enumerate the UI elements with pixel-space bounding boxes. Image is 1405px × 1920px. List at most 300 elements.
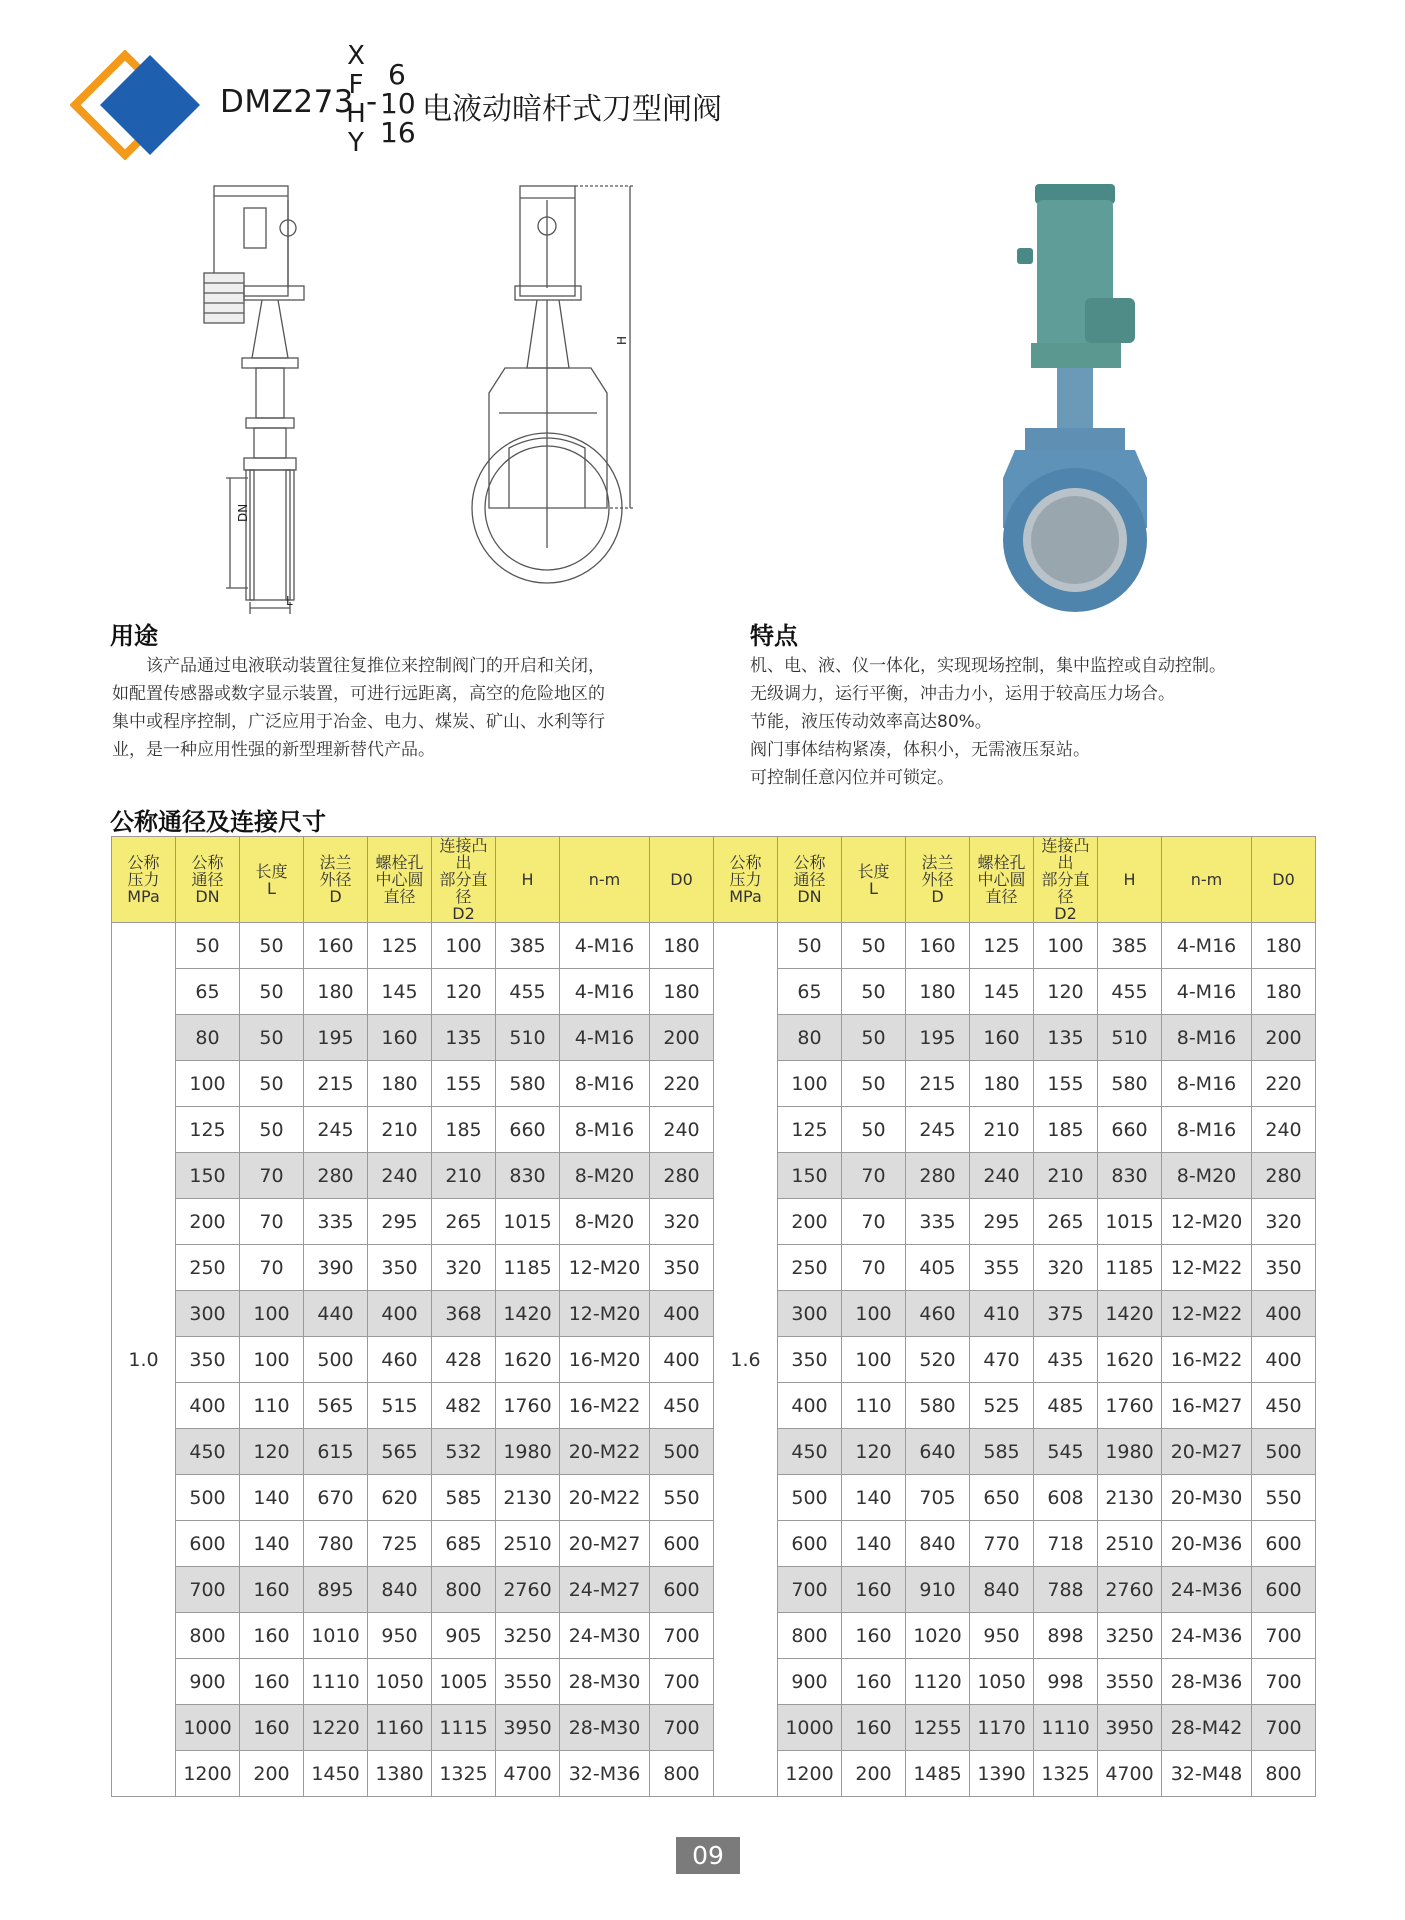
actuator-code-f: F <box>348 70 364 100</box>
table-cell: 1760 <box>1098 1383 1162 1429</box>
table-cell: 1010 <box>304 1613 368 1659</box>
table-cell: 608 <box>1034 1475 1098 1521</box>
table-cell: 705 <box>906 1475 970 1521</box>
table-cell: 532 <box>432 1429 496 1475</box>
table-cell: 1170 <box>970 1705 1034 1751</box>
table-cell: 50 <box>240 1061 304 1107</box>
table-cell: 600 <box>650 1567 714 1613</box>
table-cell: 160 <box>240 1705 304 1751</box>
table-cell: 550 <box>650 1475 714 1521</box>
table-cell: 8-M20 <box>560 1153 650 1199</box>
table-cell: 50 <box>842 1061 906 1107</box>
table-cell: 350 <box>1252 1245 1316 1291</box>
features-text <box>750 652 1226 792</box>
valve-side-drawing <box>200 178 320 618</box>
table-cell: 160 <box>842 1659 906 1705</box>
table-cell: 500 <box>176 1475 240 1521</box>
table-cell: 180 <box>1252 923 1316 969</box>
column-header-line: 连接凸出 <box>1041 836 1090 872</box>
table-cell: 12-M20 <box>1162 1199 1252 1245</box>
column-header-line: H <box>521 870 534 889</box>
column-header <box>1098 837 1162 923</box>
column-header-line: 压力 <box>729 870 762 889</box>
table-cell: 410 <box>970 1291 1034 1337</box>
column-header <box>240 837 304 923</box>
table-cell: 770 <box>970 1521 1034 1567</box>
table-cell: 150 <box>176 1153 240 1199</box>
table-cell: 4-M16 <box>560 1015 650 1061</box>
table-cell: 600 <box>1252 1567 1316 1613</box>
table-cell: 250 <box>176 1245 240 1291</box>
actuator-code-y: Y <box>348 128 364 158</box>
table-cell: 145 <box>368 969 432 1015</box>
table-cell: 70 <box>842 1199 906 1245</box>
table-cell: 220 <box>650 1061 714 1107</box>
table-cell: 300 <box>176 1291 240 1337</box>
feature-line: 无级调力，运行平衡，冲击力小，运用于较高压力场合。 <box>750 684 1175 704</box>
table-cell: 100 <box>176 1061 240 1107</box>
table-cell: 200 <box>778 1199 842 1245</box>
table-cell: 50 <box>240 1107 304 1153</box>
column-header-line: 螺栓孔 <box>375 853 424 872</box>
table-cell: 265 <box>432 1199 496 1245</box>
table-cell: 500 <box>650 1429 714 1475</box>
table-cell: 70 <box>240 1199 304 1245</box>
table-cell: 245 <box>906 1107 970 1153</box>
column-header-line: 公称 <box>191 853 224 872</box>
table-cell: 28-M30 <box>560 1659 650 1705</box>
table-cell: 185 <box>432 1107 496 1153</box>
table-cell: 1390 <box>970 1751 1034 1797</box>
table-cell: 455 <box>496 969 560 1015</box>
table-cell: 700 <box>650 1613 714 1659</box>
table-cell: 950 <box>368 1613 432 1659</box>
table-cell: 180 <box>304 969 368 1015</box>
table-cell: 50 <box>240 923 304 969</box>
table-cell: 385 <box>1098 923 1162 969</box>
table-cell: 515 <box>368 1383 432 1429</box>
table-cell: 28-M36 <box>1162 1659 1252 1705</box>
table-cell: 8-M20 <box>560 1199 650 1245</box>
table-cell: 20-M30 <box>1162 1475 1252 1521</box>
table-cell: 510 <box>1098 1015 1162 1061</box>
table-cell: 840 <box>368 1567 432 1613</box>
table-cell: 320 <box>650 1199 714 1245</box>
column-header <box>842 837 906 923</box>
table-cell: 1015 <box>496 1199 560 1245</box>
table-cell: 800 <box>650 1751 714 1797</box>
table-cell: 180 <box>970 1061 1034 1107</box>
table-cell: 700 <box>176 1567 240 1613</box>
table-cell: 200 <box>240 1751 304 1797</box>
table-cell: 725 <box>368 1521 432 1567</box>
table-cell: 460 <box>368 1337 432 1383</box>
table-cell: 12-M22 <box>1162 1291 1252 1337</box>
table-cell: 160 <box>906 923 970 969</box>
table-cell: 24-M36 <box>1162 1567 1252 1613</box>
usage-line: 如配置传感器或数字显示装置，可进行远距离，高空的危险地区的 <box>112 684 605 704</box>
table-cell: 1620 <box>496 1337 560 1383</box>
table-cell: 3250 <box>496 1613 560 1659</box>
table-heading: 公称通径及连接尺寸 <box>110 808 326 836</box>
column-header <box>650 837 714 923</box>
table-cell: 32-M36 <box>560 1751 650 1797</box>
l-dimension-label: L <box>286 594 293 608</box>
table-cell: 320 <box>1034 1245 1098 1291</box>
column-header-line: 外径 <box>319 870 352 889</box>
column-header-line: 连接凸出 <box>439 836 488 872</box>
table-cell: 265 <box>1034 1199 1098 1245</box>
table-cell: 100 <box>240 1291 304 1337</box>
table-cell: 830 <box>1098 1153 1162 1199</box>
table-cell: 615 <box>304 1429 368 1475</box>
table-cell: 16-M22 <box>1162 1337 1252 1383</box>
table-cell: 125 <box>176 1107 240 1153</box>
table-cell: 500 <box>778 1475 842 1521</box>
table-cell: 28-M30 <box>560 1705 650 1751</box>
column-header-line: 部分直径 <box>439 870 488 906</box>
table-cell: 28-M42 <box>1162 1705 1252 1751</box>
table-cell: 600 <box>1252 1521 1316 1567</box>
table-cell: 140 <box>240 1521 304 1567</box>
table-cell: 3950 <box>496 1705 560 1751</box>
table-cell: 240 <box>650 1107 714 1153</box>
column-header <box>368 837 432 923</box>
table-cell: 155 <box>1034 1061 1098 1107</box>
table-cell: 8-M20 <box>1162 1153 1252 1199</box>
table-cell: 900 <box>176 1659 240 1705</box>
table-cell: 100 <box>842 1337 906 1383</box>
table-cell: 600 <box>650 1521 714 1567</box>
table-cell: 160 <box>842 1705 906 1751</box>
column-header <box>906 837 970 923</box>
pressure-code-6: 6 <box>388 58 406 91</box>
table-cell: 1160 <box>368 1705 432 1751</box>
table-cell: 800 <box>176 1613 240 1659</box>
table-cell: 210 <box>970 1107 1034 1153</box>
table-cell: 135 <box>1034 1015 1098 1061</box>
table-cell: 200 <box>650 1015 714 1061</box>
table-cell: 910 <box>906 1567 970 1613</box>
table-cell: 450 <box>1252 1383 1316 1429</box>
table-cell: 110 <box>240 1383 304 1429</box>
table-cell: 4700 <box>496 1751 560 1797</box>
table-cell: 120 <box>842 1429 906 1475</box>
table-cell: 718 <box>1034 1521 1098 1567</box>
table-cell: 700 <box>650 1659 714 1705</box>
table-cell: 70 <box>842 1153 906 1199</box>
table-cell: 3550 <box>1098 1659 1162 1705</box>
table-cell: 160 <box>842 1613 906 1659</box>
table-cell: 145 <box>970 969 1034 1015</box>
table-cell: 320 <box>1252 1199 1316 1245</box>
table-cell: 670 <box>304 1475 368 1521</box>
column-header-line: 公称 <box>729 853 762 872</box>
table-cell: 160 <box>842 1567 906 1613</box>
column-header-line: 部分直径 <box>1041 870 1090 906</box>
table-cell: 1020 <box>906 1613 970 1659</box>
table-cell: 80 <box>176 1015 240 1061</box>
column-header <box>112 837 176 923</box>
table-cell: 440 <box>304 1291 368 1337</box>
table-cell: 2130 <box>496 1475 560 1521</box>
table-cell: 520 <box>906 1337 970 1383</box>
table-cell: 435 <box>1034 1337 1098 1383</box>
column-header <box>1162 837 1252 923</box>
column-header <box>176 837 240 923</box>
table-cell: 660 <box>1098 1107 1162 1153</box>
table-cell: 2510 <box>1098 1521 1162 1567</box>
column-header-line: 通径 <box>191 870 224 889</box>
table-cell: 160 <box>240 1613 304 1659</box>
table-cell: 660 <box>496 1107 560 1153</box>
table-cell: 840 <box>906 1521 970 1567</box>
table-cell: 485 <box>1034 1383 1098 1429</box>
left-pressure-cell: 1.0 <box>112 923 176 1797</box>
column-header-line: D2 <box>1054 904 1077 923</box>
table-cell: 200 <box>1252 1015 1316 1061</box>
table-cell: 195 <box>304 1015 368 1061</box>
column-header <box>1252 837 1316 923</box>
table-cell: 140 <box>842 1521 906 1567</box>
table-cell: 1620 <box>1098 1337 1162 1383</box>
product-model: DMZ273 <box>220 84 355 120</box>
table-cell: 20-M27 <box>1162 1429 1252 1475</box>
h-dimension-label: H <box>615 335 629 345</box>
table-cell: 700 <box>1252 1613 1316 1659</box>
table-cell: 580 <box>496 1061 560 1107</box>
table-cell: 16-M22 <box>560 1383 650 1429</box>
table-cell: 1450 <box>304 1751 368 1797</box>
table-cell: 1000 <box>176 1705 240 1751</box>
table-cell: 120 <box>432 969 496 1015</box>
dimension-table <box>111 836 1316 1797</box>
table-cell: 400 <box>650 1337 714 1383</box>
table-cell: 220 <box>1252 1061 1316 1107</box>
table-cell: 400 <box>650 1291 714 1337</box>
table-cell: 280 <box>1252 1153 1316 1199</box>
table-cell: 1420 <box>496 1291 560 1337</box>
table-cell: 50 <box>176 923 240 969</box>
table-cell: 215 <box>304 1061 368 1107</box>
table-cell: 16-M20 <box>560 1337 650 1383</box>
table-cell: 300 <box>778 1291 842 1337</box>
table-cell: 1050 <box>368 1659 432 1705</box>
table-cell: 525 <box>970 1383 1034 1429</box>
column-header <box>714 837 778 923</box>
table-cell: 1420 <box>1098 1291 1162 1337</box>
features-heading: 特点 <box>750 622 798 650</box>
table-cell: 240 <box>1252 1107 1316 1153</box>
table-cell: 185 <box>1034 1107 1098 1153</box>
column-header-line: 长度 <box>255 861 288 881</box>
table-cell: 50 <box>778 923 842 969</box>
table-cell: 450 <box>650 1383 714 1429</box>
table-cell: 1980 <box>496 1429 560 1475</box>
column-header-line: 公称 <box>127 853 160 872</box>
table-cell: 8-M16 <box>560 1107 650 1153</box>
table-cell: 335 <box>906 1199 970 1245</box>
column-header <box>560 837 650 923</box>
table-cell: 135 <box>432 1015 496 1061</box>
usage-line: 集中或程序控制，广泛应用于冶金、电力、煤炭、矿山、水利等行 <box>112 712 605 732</box>
table-cell: 180 <box>906 969 970 1015</box>
table-cell: 50 <box>842 1107 906 1153</box>
table-cell: 482 <box>432 1383 496 1429</box>
table-cell: 355 <box>970 1245 1034 1291</box>
table-cell: 700 <box>1252 1705 1316 1751</box>
table-cell: 550 <box>1252 1475 1316 1521</box>
table-cell: 780 <box>304 1521 368 1567</box>
table-cell: 1110 <box>1034 1705 1098 1751</box>
table-cell: 950 <box>970 1613 1034 1659</box>
table-cell: 580 <box>906 1383 970 1429</box>
table-cell: 1485 <box>906 1751 970 1797</box>
column-header-line: D2 <box>452 904 475 923</box>
column-header-line: 公称 <box>793 853 826 872</box>
table-cell: 460 <box>906 1291 970 1337</box>
table-cell: 280 <box>906 1153 970 1199</box>
column-header <box>304 837 368 923</box>
table-cell: 8-M16 <box>560 1061 650 1107</box>
table-cell: 100 <box>1034 923 1098 969</box>
table-cell: 8-M16 <box>1162 1015 1252 1061</box>
company-logo <box>70 50 210 160</box>
table-cell: 700 <box>778 1567 842 1613</box>
table-cell: 1200 <box>778 1751 842 1797</box>
table-cell: 8-M16 <box>1162 1107 1252 1153</box>
table-cell: 565 <box>304 1383 368 1429</box>
column-header-line: L <box>869 878 878 898</box>
table-cell: 70 <box>842 1245 906 1291</box>
table-cell: 640 <box>906 1429 970 1475</box>
table-cell: 50 <box>842 1015 906 1061</box>
table-cell: 700 <box>650 1705 714 1751</box>
table-cell: 450 <box>176 1429 240 1475</box>
table-cell: 2760 <box>1098 1567 1162 1613</box>
table-cell: 898 <box>1034 1613 1098 1659</box>
table-cell: 20-M27 <box>560 1521 650 1567</box>
table-cell: 2760 <box>496 1567 560 1613</box>
table-cell: 3950 <box>1098 1705 1162 1751</box>
table-cell: 240 <box>970 1153 1034 1199</box>
column-header-line: DN <box>797 887 822 906</box>
table-cell: 65 <box>778 969 842 1015</box>
table-cell: 70 <box>240 1153 304 1199</box>
column-header-line: 外径 <box>921 870 954 889</box>
table-cell: 295 <box>368 1199 432 1245</box>
column-header-line: 直径 <box>383 887 416 906</box>
table-cell: 160 <box>304 923 368 969</box>
table-cell: 160 <box>240 1567 304 1613</box>
table-cell: 545 <box>1034 1429 1098 1475</box>
column-header <box>1034 837 1098 923</box>
table-cell: 510 <box>496 1015 560 1061</box>
table-cell: 100 <box>240 1337 304 1383</box>
table-cell: 180 <box>368 1061 432 1107</box>
table-cell: 368 <box>432 1291 496 1337</box>
table-cell: 800 <box>1252 1751 1316 1797</box>
column-header-line: 压力 <box>127 870 160 889</box>
table-cell: 4-M16 <box>560 923 650 969</box>
table-cell: 3550 <box>496 1659 560 1705</box>
dn-dimension-label: DN <box>236 503 250 522</box>
table-cell: 585 <box>970 1429 1034 1475</box>
table-cell: 245 <box>304 1107 368 1153</box>
table-cell: 500 <box>1252 1429 1316 1475</box>
usage-line: 业，是一种应用性强的新型理新替代产品。 <box>112 740 435 760</box>
column-header-line: 通径 <box>793 870 826 889</box>
pressure-code-16: 16 <box>380 116 416 149</box>
table-cell: 1220 <box>304 1705 368 1751</box>
column-header <box>778 837 842 923</box>
table-cell: 1980 <box>1098 1429 1162 1475</box>
table-cell: 405 <box>906 1245 970 1291</box>
column-header-line: n-m <box>588 870 621 889</box>
feature-line: 可控制任意闪位并可锁定。 <box>750 768 954 788</box>
column-header-line: 法兰 <box>319 853 352 872</box>
valve-product-photo <box>975 178 1180 618</box>
column-header-line: 直径 <box>985 887 1018 906</box>
table-cell: 320 <box>432 1245 496 1291</box>
feature-line: 阀门事体结构紧凑，体积小，无需液压泵站。 <box>750 740 1090 760</box>
table-cell: 180 <box>650 923 714 969</box>
usage-heading: 用途 <box>110 622 158 650</box>
table-cell: 20-M36 <box>1162 1521 1252 1567</box>
table-cell: 335 <box>304 1199 368 1245</box>
table-cell: 1255 <box>906 1705 970 1751</box>
table-cell: 20-M22 <box>560 1475 650 1521</box>
actuator-code-h: H <box>346 99 366 129</box>
table-cell: 4700 <box>1098 1751 1162 1797</box>
column-header-line: 中心圆 <box>375 870 424 889</box>
table-cell: 400 <box>778 1383 842 1429</box>
usage-text <box>112 652 605 764</box>
table-cell: 700 <box>1252 1659 1316 1705</box>
column-header <box>432 837 496 923</box>
table-cell: 50 <box>842 923 906 969</box>
column-header-line: L <box>267 878 276 898</box>
table-cell: 1120 <box>906 1659 970 1705</box>
column-header-line: D <box>329 887 342 906</box>
pressure-code-10: 10 <box>380 87 416 120</box>
table-cell: 20-M22 <box>560 1429 650 1475</box>
table-cell: 600 <box>176 1521 240 1567</box>
table-cell: 50 <box>240 969 304 1015</box>
table-cell: 1005 <box>432 1659 496 1705</box>
table-cell: 350 <box>368 1245 432 1291</box>
table-cell: 400 <box>368 1291 432 1337</box>
table-cell: 470 <box>970 1337 1034 1383</box>
table-cell: 2510 <box>496 1521 560 1567</box>
table-cell: 12-M20 <box>560 1291 650 1337</box>
table-cell: 450 <box>778 1429 842 1475</box>
table-cell: 900 <box>778 1659 842 1705</box>
product-title: 电液动暗杆式刀型闸阀 <box>422 92 722 127</box>
table-cell: 1110 <box>304 1659 368 1705</box>
table-cell: 250 <box>778 1245 842 1291</box>
table-cell: 16-M27 <box>1162 1383 1252 1429</box>
table-cell: 12-M22 <box>1162 1245 1252 1291</box>
table-cell: 150 <box>778 1153 842 1199</box>
table-cell: 50 <box>842 969 906 1015</box>
table-cell: 195 <box>906 1015 970 1061</box>
table-cell: 580 <box>1098 1061 1162 1107</box>
table-cell: 240 <box>368 1153 432 1199</box>
column-header-line: MPa <box>127 887 160 906</box>
table-row <box>112 923 1316 969</box>
table-cell: 200 <box>176 1199 240 1245</box>
